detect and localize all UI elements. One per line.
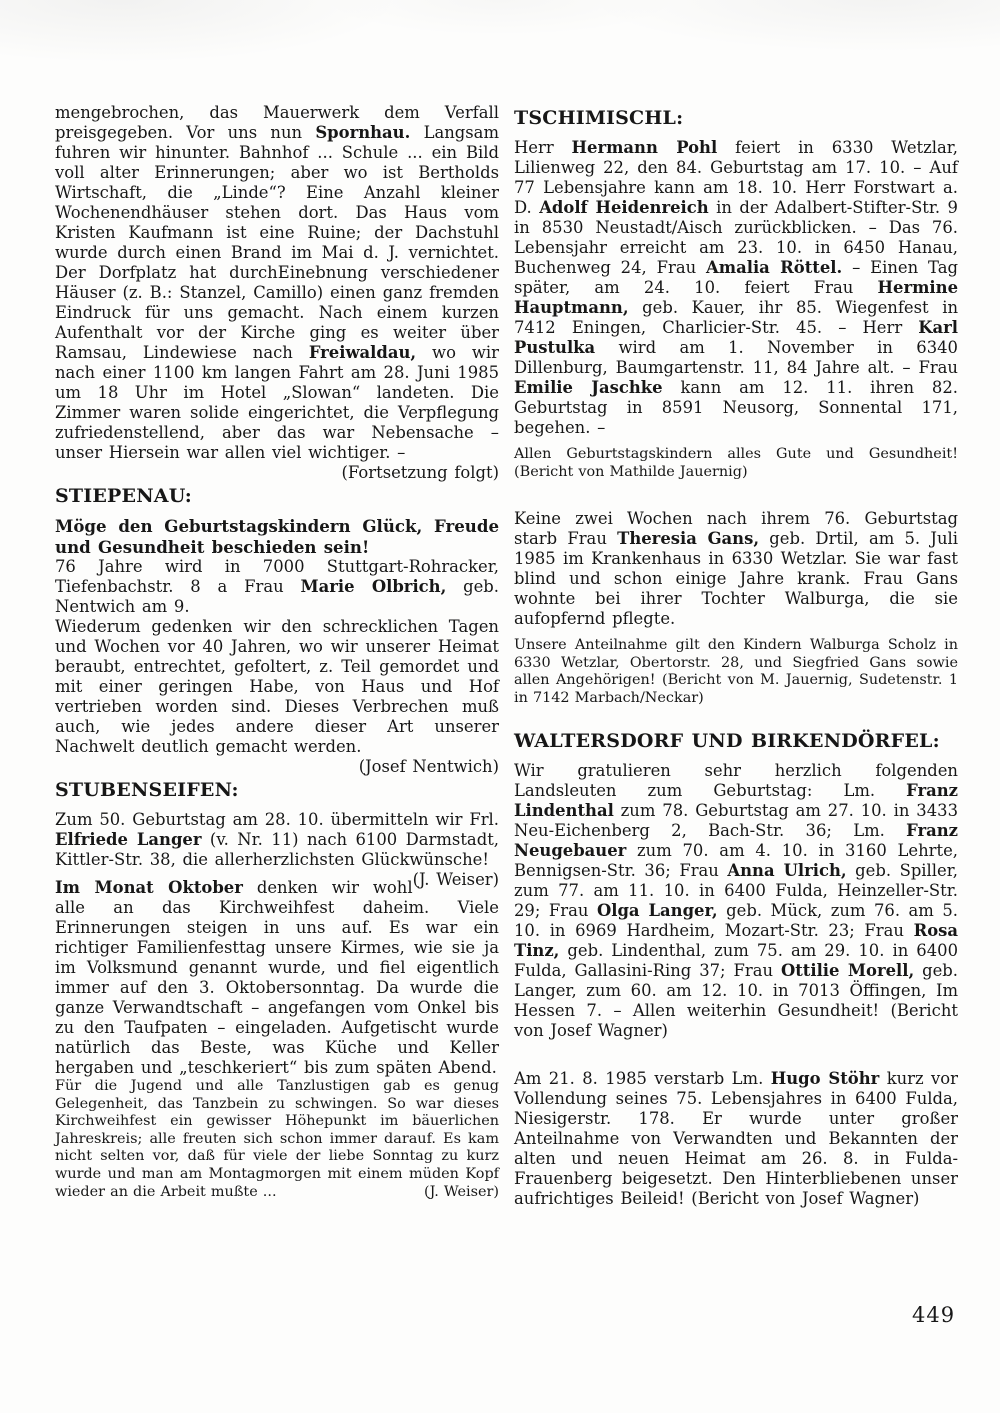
author-signature: (Fortsetzung folgt) bbox=[341, 463, 499, 482]
right-column bbox=[514, 103, 958, 1209]
bold-name: Ottilie Morell, bbox=[780, 960, 915, 980]
paragraph-kirchweihfest: Im Monat Oktober denken wir wohl alle an das Kirchweihfest daheim. Viele Erinnerungen steigen in uns auf. Es war ein richtiger Familienfesttag unsere Kirmes, wie sie ja im Volksmund genannt wurde, und fiel eigentlich immer auf den 3. Oktobersonntag. Da wurde die ganze Verwandtschaft – angefangen vom Onkel bis zu den Taufpaten – eingeladen. Aufgetischt wurde natürlich das Beste, was Küche und Keller hergaben und „teschkeriert“ bis zum späten Abend. bbox=[55, 878, 499, 1077]
paragraph-gans-nachruf: Keine zwei Wochen nach ihrem 76. Geburtstag starb Frau Theresia Gans, geb. Drtil, am 5. Juli 1985 im Krankenhaus in 6330 Wetzlar. Sie war fast blind und schon einige Jahre krank. Frau Gans wohnte bei ihrer Tochter Walburga, die sie aufopfernd pflegte. bbox=[514, 509, 958, 629]
bold-name: Spornhau. bbox=[315, 123, 411, 142]
bold-name: Adolf Heidenreich bbox=[539, 198, 709, 217]
page-number: 449 bbox=[912, 1303, 956, 1327]
scan-artifact bbox=[0, 0, 1000, 100]
author-signature: (J. Weiser) bbox=[412, 870, 499, 889]
bold-name: Rosa Tinz, bbox=[514, 920, 958, 960]
section-heading-stiepenau: STIEPENAU: bbox=[55, 485, 193, 507]
paragraph-gedenken: Wiederum gedenken wir den schrecklichen Tagen und Wochen vor 40 Jahren, wo wir unserer Heimat beraubt, entrechtet, gefoltert, z. Teil gemordet und mit einer geringen Habe, von Haus und Hof vertrieben worden sind. Dieses Verbrechen muß auch, wie jedes andere dieser Art unserer Nachwelt deutlich gemacht werden. (Josef Nentwich) bbox=[55, 617, 499, 776]
bold-name: Hermine Hauptmann, bbox=[514, 278, 958, 317]
paragraph-anteilnahme: Unsere Anteilnahme gilt den Kindern Walburga Scholz in 6330 Wetzlar, Obertorstr. 28, und Siegfried Gans sowie allen Angehörigen! (Bericht von M. Jauernig, Sudetenstr. 1 in 7142 Marbach/Neckar) bbox=[514, 637, 958, 706]
bold-name: Im Monat Oktober bbox=[55, 878, 243, 897]
bold-name: Franz Neugebauer bbox=[514, 820, 958, 860]
author-signature: (J. Weiser) bbox=[423, 1183, 499, 1200]
bold-name: Hermann Pohl bbox=[571, 138, 718, 157]
bold-name: Hugo Stöhr bbox=[770, 1068, 880, 1088]
bold-name: Olga Langer, bbox=[596, 900, 718, 920]
article-spornhau-continuation: mengebrochen, das Mauerwerk dem Verfall preisgegeben. Vor uns nun Spornhau. Langsam fuhren wir hinunter. Bahnhof ... Schule ... ein Bild voll alter Erinnerungen; aber wo ist Bertholds Wirtschaft, die „Linde“? Eine Anzahl kleiner Wochenendhäuser stehen dort. Das Haus vom Kristen Kaufmann ist eine Ruine; der Dachstuhl wurde durch einen Brand im Mai d. J. vernichtet. Der Dorfplatz hat durchEinebnung verschiedener Häuser (z. B.: Stanzel, Camillo) einen ganz fremden Eindruck für uns gemacht. Nach einem kurzen Aufenthalt vor der Kirche ging es weiter über Ramsau, Lindewiese nach Freiwaldau, wo wir nach einer 1100 km langen Fahrt am 28. Juni 1985 um 18 Uhr im Hotel „Slowan“ landeten. Die Zimmer waren solide eingerichtet, die Verpflegung zufriedenstellend, aber das war Nebensache – unser Hiersein war allen viel wichtiger. – (Fortsetzung folgt) bbox=[55, 103, 499, 482]
author-signature: (Josef Nentwich) bbox=[358, 757, 499, 776]
bold-name: Freiwaldau, bbox=[308, 343, 417, 362]
paragraph-olbrich: 76 Jahre wird in 7000 Stuttgart-Rohracker, Tiefenbachstr. 8 a Frau Marie Olbrich, geb. Nentwich am 9. bbox=[55, 557, 499, 616]
bold-name: Möge den Geburtstagskindern Glück, Freude und Gesundheit beschieden sein! bbox=[55, 516, 499, 557]
bold-name: Emilie Jaschke bbox=[514, 378, 663, 397]
bold-name: Marie Olbrich, bbox=[300, 577, 447, 596]
paragraph-geburtstage-tschimischl: Herr Hermann Pohl feiert in 6330 Wetzlar, Lilienweg 22, den 84. Geburtstag am 17. 10. – Auf 77 Lebensjahre kann am 18. 10. Herr Forstwart a. D. Adolf Heidenreich in der Adalbert-Stifter-Str. 9 in 8530 Neustadt/Aisch zurückblicken. – Das 76. Lebensjahr erreicht am 23. 10. in 6450 Hanau, Buchenweg 24, Frau Amalia Röttel. – Einen Tag später, am 24. 10. feiert Frau Hermine Hauptmann, geb. Kauer, ihr 85. Wiegenfest in 7412 Eningen, Charlicier-Str. 45. – Herr Karl Pustulka wird am 1. November in 6340 Dillenburg, Baumgartenstr. 11, 84 Jahre alt. – Frau Emilie Jaschke kann am 12. 11. ihren 82. Geburtstag in 8591 Neusorg, Sonnental 171, begehen. – bbox=[514, 138, 958, 437]
section-heading-tschimischl: TSCHIMISCHL: bbox=[514, 107, 684, 129]
paragraph-jugend-tanz: Für die Jugend und alle Tanzlustigen gab es genug Gelegenheit, das Tanzbein zu schwingen. So war dieses Kirchweihfest ein gewisser Höhepunkt im bäuerlichen Jahreskreis; alle freuten sich schon immer darauf. Es kam nicht selten vor, daß für viele der liebe Sonntag zu kurz wurde und man am Montagmorgen mit einem müden Kopf wieder an die Arbeit mußte ... (J. Weiser) bbox=[55, 1078, 499, 1200]
birthday-wish-lead bbox=[55, 516, 499, 557]
paragraph-geburtstage-waltersdorf: Wir gratulieren sehr herzlich folgenden Landsleuten zum Geburtstag: Lm. Franz Lindenthal zum 78. Geburtstag am 27. 10. in 3433 Neu-Eichenberg 2, Bach-Str. 36; Lm. Franz Neugebauer zum 70. am 4. 10. in 3160 Lehrte, Bennigsen-Str. 36; Frau Anna Ulrich, geb. Spiller, zum 77. am 11. 10. in 6400 Fulda, Heinzeller-Str. 29; Frau Olga Langer, geb. Mück, zum 76. am 5. 10. in 6969 Hardheim, Mozart-Str. 23; Frau Rosa Tinz, geb. Lindenthal, zum 75. am 29. 10. in 6400 Fulda, Gallasini-Ring 37; Frau Ottilie Morell, geb. Langer, zum 60. am 12. 10. in 7013 Öffingen, Im Hessen 7. – Allen weiterhin Gesundheit! (Bericht von Josef Wagner) bbox=[514, 760, 958, 1040]
section-heading-waltersdorf: WALTERSDORF UND BIRKENDÖRFEL: bbox=[514, 729, 940, 752]
bold-name: Anna Ulrich, bbox=[727, 860, 847, 880]
bold-name: Franz Lindenthal bbox=[514, 780, 958, 820]
bold-name: Karl Pustulka bbox=[514, 318, 958, 357]
bold-name: Amalia Röttel. bbox=[706, 258, 843, 277]
paragraph-stoehr-nachruf: Am 21. 8. 1985 verstarb Lm. Hugo Stöhr kurz vor Vollendung seines 75. Lebensjahres in 6400 Fulda, Niesigerstr. 178. Er wurde unter großer Anteilnahme von Verwandten und Bekannten der alten und neuen Heimat am 26. 8. in Fulda-Frauenberg beigesetzt. Den Hinterbliebenen unser aufrichtiges Beileid! (Bericht von Josef Wagner) bbox=[514, 1068, 959, 1208]
bold-name: Elfriede Langer bbox=[55, 830, 202, 849]
paragraph-langer: Zum 50. Geburtstag am 28. 10. übermitteln wir Frl. Elfriede Langer (v. Nr. 11) nach 6100 Darmstadt, Kittler-Str. 38, die allerherzlichsten Glückwünsche! (J. Weiser) bbox=[55, 810, 499, 889]
left-column bbox=[55, 103, 499, 1201]
paragraph-gruss-jauernig: Allen Geburtstagskindern alles Gute und Gesundheit! (Bericht von Mathilde Jauernig) bbox=[514, 446, 958, 480]
bold-name: Theresia Gans, bbox=[617, 529, 760, 549]
section-heading-stubenseifen: STUBENSEIFEN: bbox=[55, 779, 239, 801]
